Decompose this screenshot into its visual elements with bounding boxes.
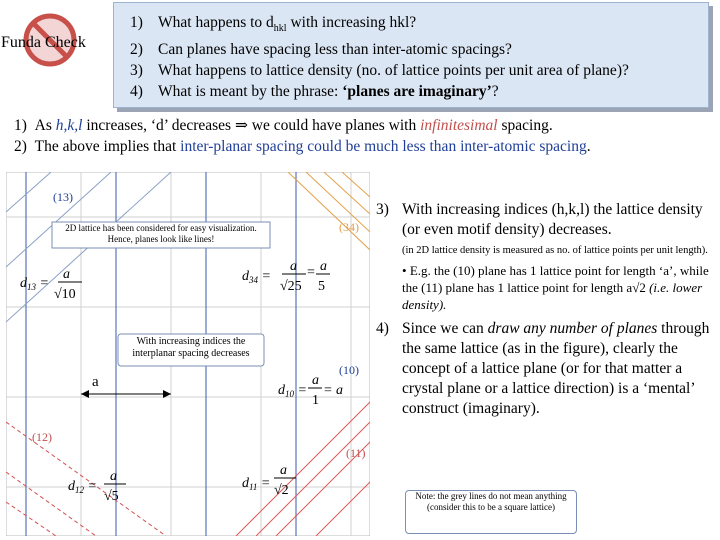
answer-1: 1) As h,k,l increases, ‘d’ decreases ⇒ we could have planes with infinitesimal spacing. <box>14 117 553 134</box>
svg-text:a: a <box>110 469 117 484</box>
lattice-planes-figure <box>6 172 370 536</box>
questions-banner <box>113 2 709 108</box>
label-13: (13) <box>53 190 73 204</box>
lattice-parameter-label: a <box>92 374 99 390</box>
svg-text:=: = <box>307 265 315 280</box>
answers-block <box>14 115 591 157</box>
svg-text:d12 =: $d_{12}$ = <box>68 479 97 495</box>
label-11: (11) <box>346 446 366 460</box>
svg-text:d13 =: $d_{13}$ = <box>20 276 49 292</box>
svg-text:5: 5 <box>318 279 325 294</box>
note-grey-lines: Note: the grey lines do not mean anything (consider this to be a square lattice) <box>405 490 577 534</box>
svg-text:√25: √25 <box>280 279 302 294</box>
svg-text:√2: √2 <box>274 483 289 498</box>
question-2: 2) Can planes have spacing less than inter-atomic spacings? <box>130 41 512 59</box>
note-interplanar-text: With increasing indices the interplanar spacing decreases <box>132 336 250 359</box>
point-3: 3) With increasing indices (h,k,l) the lattice density (or even motif density) decreases. <box>376 201 703 238</box>
svg-text:d34 =: $d_{34}$ = <box>242 269 271 285</box>
svg-text:a: a <box>320 259 327 274</box>
svg-text:1: 1 <box>312 393 319 408</box>
label-12: (12) <box>32 430 52 444</box>
answer-2: 2) The above implies that inter-planar spacing could be much less than inter-atomic spacing. <box>14 138 591 155</box>
svg-text:√5: √5 <box>104 489 119 504</box>
svg-text:√10: √10 <box>54 287 76 302</box>
note-2d-lattice-text: 2D lattice has been considered for easy visualization. Hence, planes look like lines! <box>65 223 257 244</box>
bullet-icon: • <box>402 263 407 278</box>
svg-text:a: a <box>312 373 319 388</box>
svg-text:d10 =: $d_{10}$ = <box>278 383 307 399</box>
svg-text:a: a <box>336 383 343 398</box>
question-list <box>130 12 629 102</box>
question-1: 1) What happens to $d_{hkl}$ with increasing hkl? <box>130 14 417 35</box>
svg-text:a: a <box>280 463 287 478</box>
question-4: 4) What is meant by the phrase: ‘planes are imaginary’? <box>130 83 499 101</box>
funda-check-label: Funda Check <box>1 34 86 51</box>
right-column <box>376 200 711 419</box>
svg-text:d11 =: $d_{11}$ = <box>242 476 271 492</box>
label-34: (34) <box>339 220 359 234</box>
point-3-note: (in 2D lattice density is measured as no. of lattice points per unit length). <box>402 245 708 256</box>
label-10: (10) <box>339 363 359 377</box>
svg-text:a: a <box>63 267 70 282</box>
svg-text:a: a <box>290 259 297 274</box>
question-3: 3) What happens to lattice density (no. of lattice points per unit area of plane)? <box>130 62 629 80</box>
svg-text:=: = <box>324 383 332 398</box>
point-4: 4) Since we can draw any number of planes through the same lattice (as in the figure), clearly the concept of a lattice plane (or for that matter a crystal plane or a lattice direction) is a ‘mental’ construct (imaginary). <box>376 320 710 417</box>
point-3-example: • E.g. the (10) plane has 1 lattice point for length ‘a’, while the (11) plane has 1 lattice point for length a√2 (i.e. lower density). <box>402 263 709 312</box>
